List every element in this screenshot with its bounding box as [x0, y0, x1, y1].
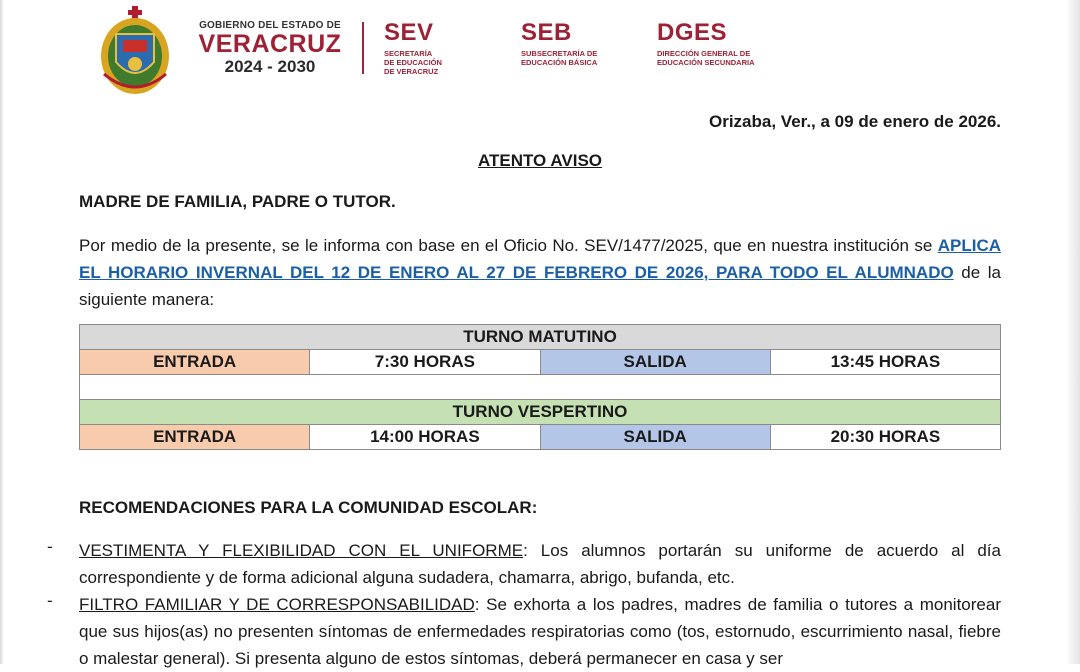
- state-name: VERACRUZ: [198, 30, 342, 58]
- bullet-dash: -: [47, 537, 53, 556]
- morning-exit-label: SALIDA: [540, 350, 770, 375]
- recommendation-heading: FILTRO FAMILIAR Y DE CORRESPONSABILIDAD: [79, 595, 475, 614]
- government-line: GOBIERNO DEL ESTADO DE: [199, 20, 341, 31]
- intro-paragraph: Por medio de la presente, se le informa con base en el Oficio No. SEV/1477/2025, que en nuestra institución se APLICA EL HORARIO INVERNAL DEL 12 DE ENERO AL 27 DE FEBRERO DE 2026, PARA TODO EL ALUMNADO de la siguiente manera:: [79, 236, 1001, 309]
- evening-shift-header: [80, 400, 1001, 425]
- evening-shift-title: TURNO VESPERTINO: [80, 400, 1001, 425]
- dges-name: DGES: [657, 19, 728, 46]
- schedule-table: [79, 324, 1001, 450]
- morning-shift-header: [80, 325, 1001, 350]
- morning-exit-time: 13:45 HORAS: [770, 350, 1000, 375]
- sev-logo: [384, 20, 474, 76]
- recommendation-item: FILTRO FAMILIAR Y DE CORRESPONSABILIDAD: Se exhorta a los padres, madres de familia o tutores a monitorear que sus hijos(as) no presenten síntomas de enfermedades respiratorias como (tos, estornudo, escurrimiento nasal, fiebre o malestar general). Si presenta alguno de estos síntomas, deberá permanecer en casa y ser: [79, 595, 1001, 668]
- page-edge-shadow: [0, 0, 4, 664]
- morning-entry-time: 7:30 HORAS: [310, 350, 540, 375]
- recommendation-heading: VESTIMENTA Y FLEXIBILIDAD CON EL UNIFORME: [79, 541, 524, 560]
- government-logo: [190, 20, 350, 77]
- notice-title: ATENTO AVISO: [477, 151, 603, 170]
- morning-shift-row: [80, 350, 1001, 375]
- schedule-spacer-row: [80, 375, 1001, 400]
- logo-divider: [362, 22, 364, 74]
- bullet-dash: -: [47, 591, 53, 610]
- morning-entry-label: ENTRADA: [80, 350, 310, 375]
- dges-logo: [657, 20, 797, 67]
- sev-description: SECRETARÍA DE EDUCACIÓN DE VERACRUZ: [384, 49, 442, 76]
- winter-schedule-highlight: APLICA EL HORARIO INVERNAL DEL 12 DE ENERO AL 27 DE FEBRERO DE 2026, PARA TODO EL ALUMNADO: [79, 236, 1001, 282]
- seb-description: SUBSECRETARÍA DE EDUCACIÓN BÁSICA: [521, 49, 598, 67]
- morning-shift-title: TURNO MATUTINO: [80, 325, 1001, 350]
- evening-entry-time: 14:00 HORAS: [310, 425, 540, 450]
- evening-entry-label: ENTRADA: [80, 425, 310, 450]
- seb-logo: [521, 20, 641, 67]
- evening-exit-time: 20:30 HORAS: [770, 425, 1000, 450]
- evening-exit-label: SALIDA: [540, 425, 770, 450]
- evening-shift-row: [80, 425, 1001, 450]
- sev-name: SEV: [384, 19, 434, 46]
- page-edge-shadow: [1066, 0, 1080, 664]
- veracruz-coat-of-arms-logo: [96, 4, 174, 96]
- seb-name: SEB: [521, 19, 572, 46]
- recommendation-item: VESTIMENTA Y FLEXIBILIDAD CON EL UNIFORME: Los alumnos portarán su uniforme de acuerdo al día correspondiente y de forma adicional alguna sudadera, chamarra, abrigo, bufanda, etc.: [79, 541, 1001, 587]
- date-line: Orizaba, Ver., a 09 de enero de 2026.: [709, 112, 1001, 131]
- administration-years: 2024 - 2030: [224, 57, 316, 76]
- dges-description: DIRECCIÓN GENERAL DE EDUCACIÓN SECUNDARIA: [657, 49, 755, 67]
- addressee: MADRE DE FAMILIA, PADRE O TUTOR.: [79, 192, 396, 211]
- recommendations-title: RECOMENDACIONES PARA LA COMUNIDAD ESCOLAR:: [79, 498, 538, 517]
